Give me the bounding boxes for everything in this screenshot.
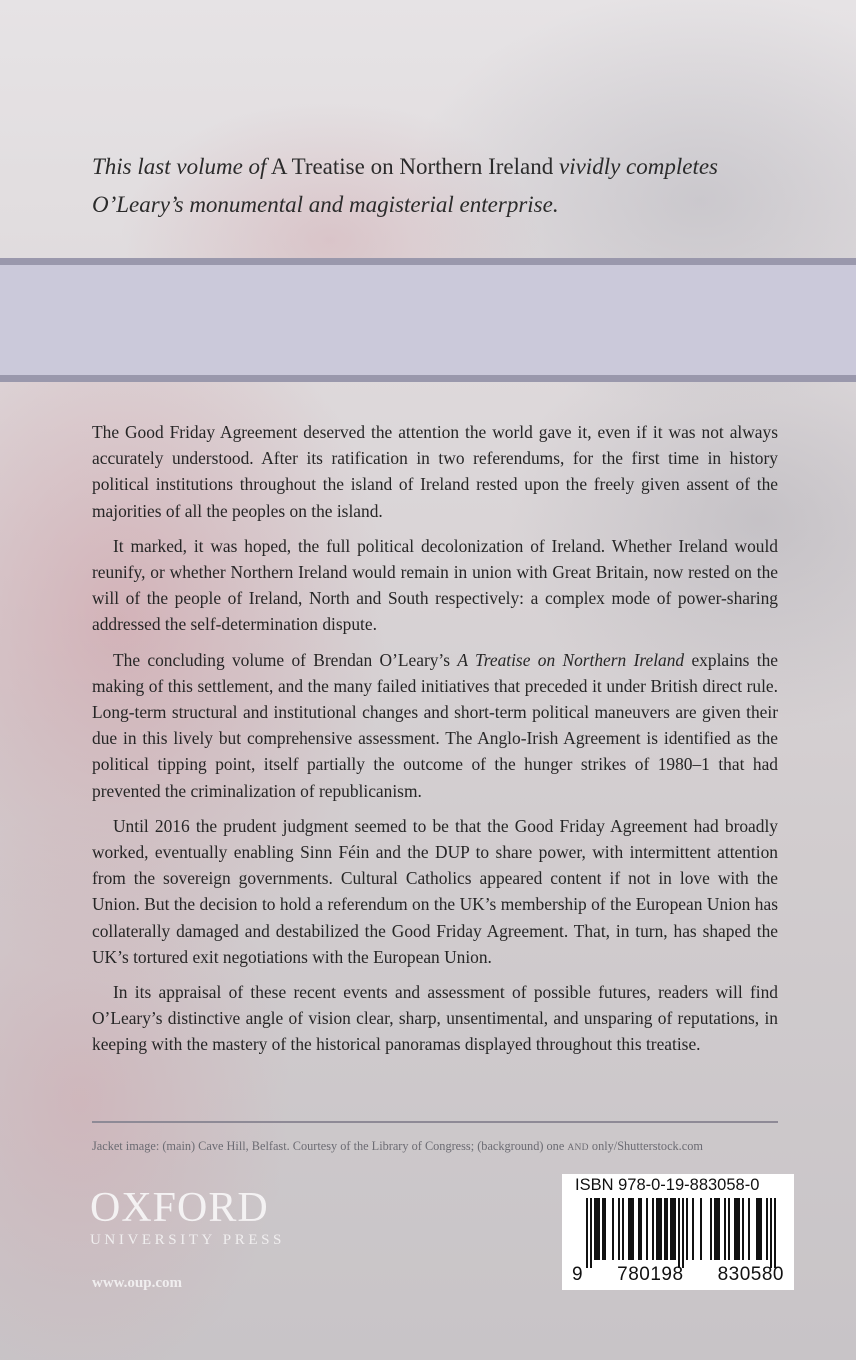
barcode-bar [652, 1198, 654, 1260]
barcode-bar [604, 1198, 606, 1260]
barcode-bar [742, 1198, 744, 1260]
barcode-bar [774, 1198, 776, 1268]
jacket-credit [92, 1139, 792, 1154]
barcode-bar [756, 1198, 758, 1260]
blurb [92, 419, 778, 1067]
barcode-bar [734, 1198, 736, 1260]
barcode-bar [594, 1198, 596, 1260]
decorative-band [0, 258, 856, 382]
blurb-paragraph-3 [92, 647, 778, 804]
barcode-bar [590, 1198, 592, 1268]
barcode-bar [632, 1198, 634, 1260]
p3-tail: explains the making of this settlement, and the many failed initiatives that preceded it under British direct rule. Long-term structural and institutional changes and short-term political maneuvers are given their due in this lively but comprehensive assessment. The Anglo-Irish Agreement is identified as the political tipping point, itself partially the outcome of the hunger strikes of 1980–1 that had prevented the criminalization of republicanism. [92, 649, 778, 801]
barcode-bar [618, 1198, 620, 1260]
credit-and: AND [567, 1143, 589, 1153]
barcode-bar [748, 1198, 750, 1260]
barcode-bar [670, 1198, 672, 1260]
barcode-bar [718, 1198, 720, 1260]
barcode-bar [682, 1198, 684, 1268]
barcode-bar [674, 1198, 676, 1260]
quote-italic-tail: vividly completes O’Leary’s monumental and magisterial enterprise. [92, 154, 719, 217]
p3-book-title: A Treatise on Northern Ireland [457, 649, 685, 670]
barcode-bar [714, 1198, 716, 1260]
barcode-bars [572, 1198, 784, 1268]
credit-source: only/Shutterstock.com [588, 1139, 703, 1153]
barcode-bar [738, 1198, 740, 1260]
barcode-bar [692, 1198, 694, 1260]
barcode-bar [622, 1198, 624, 1260]
barcode-bar [728, 1198, 730, 1260]
barcode-bar [760, 1198, 762, 1260]
publisher-name: OXFORD [90, 1185, 269, 1231]
barcode-bar [602, 1198, 604, 1260]
barcode-bar [736, 1198, 738, 1260]
barcode-bar [656, 1198, 658, 1260]
barcode-bar [766, 1198, 768, 1260]
barcode-bar [640, 1198, 642, 1260]
barcode-bar [638, 1198, 640, 1260]
blurb-paragraph-2: It marked, it was hoped, the full political decolonization of Ireland. Whether Ireland would reunify, or whether Northern Ireland would remain in union with Great Britain, now rested on the will of the people of Ireland, North and South respectively: a complex mode of power-sharing addressed the self-determination dispute. [92, 535, 778, 635]
barcode-bar [758, 1198, 760, 1260]
barcode-bar [716, 1198, 718, 1260]
blurb-paragraph-5: In its appraisal of these recent events and assessment of possible futures, readers will find O’Leary’s distinctive angle of vision clear, sharp, unsentimental, and unsparing of reputations, in keeping with the mastery of the historical panoramas displayed throughout this treatise. [92, 982, 778, 1055]
barcode-bar [678, 1198, 680, 1268]
isbn-barcode [562, 1174, 794, 1290]
barcode-bar [586, 1198, 588, 1268]
quote-italic-lead: This last volume of [92, 154, 267, 179]
barcode-left-group: 780198 [617, 1264, 684, 1285]
barcode-bar [630, 1198, 632, 1260]
barcode-bar [612, 1198, 614, 1260]
barcode-bar [596, 1198, 598, 1260]
isbn-label: ISBN 978-0-19-883058-0 [575, 1176, 760, 1194]
barcode-lead-digit: 9 [572, 1264, 584, 1285]
barcode-bar [700, 1198, 702, 1260]
publisher-logo [90, 1186, 285, 1249]
barcode-bar [658, 1198, 660, 1260]
credit-text: Jacket image: (main) Cave Hill, Belfast. Courtesy of the Library of Congress; (background) one [92, 1139, 568, 1153]
barcode-bar [724, 1198, 726, 1260]
barcode-bar [664, 1198, 666, 1260]
divider-rule [92, 1121, 778, 1123]
blurb-paragraph-1: The Good Friday Agreement deserved the attention the world gave it, even if it was not always accurately understood. After its ratification in two referendums, for the first time in history political institutions throughout the island of Ireland rested upon the freely given assent of the majorities of all the peoples on the island. [92, 422, 778, 521]
p3-lead: The concluding volume of Brendan O’Leary’s [113, 649, 458, 670]
barcode-bar [660, 1198, 662, 1260]
barcode-right-group: 830580 [717, 1264, 784, 1285]
publisher-subtitle: UNIVERSITY PRESS [90, 1232, 285, 1248]
barcode-bar [770, 1198, 772, 1268]
barcode-bar [672, 1198, 674, 1260]
barcode-bar [598, 1198, 600, 1260]
quote-book-title: A Treatise on Northern Ireland [266, 154, 559, 179]
barcode-bar [666, 1198, 668, 1260]
blurb-paragraph-4: Until 2016 the prudent judgment seemed to be that the Good Friday Agreement had broadly worked, eventually enabling Sinn Féin and the DUP to share power, with intermittent attention from the sovereign governments. Cultural Catholics appeared content if not in love with the Union. But the decision to hold a referendum on the UK’s membership of the European Union has collaterally damaged and destabilized the Good Friday Agreement. That, in turn, has shaped the UK’s tortured exit negotiations with the European Union. [92, 815, 778, 967]
barcode-digits [572, 1264, 784, 1286]
barcode-bar [710, 1198, 712, 1260]
cover-quote [92, 148, 792, 224]
barcode-bar [646, 1198, 648, 1260]
barcode-bar [686, 1198, 688, 1260]
barcode-bar [628, 1198, 630, 1260]
publisher-url: www.oup.com [92, 1275, 183, 1291]
